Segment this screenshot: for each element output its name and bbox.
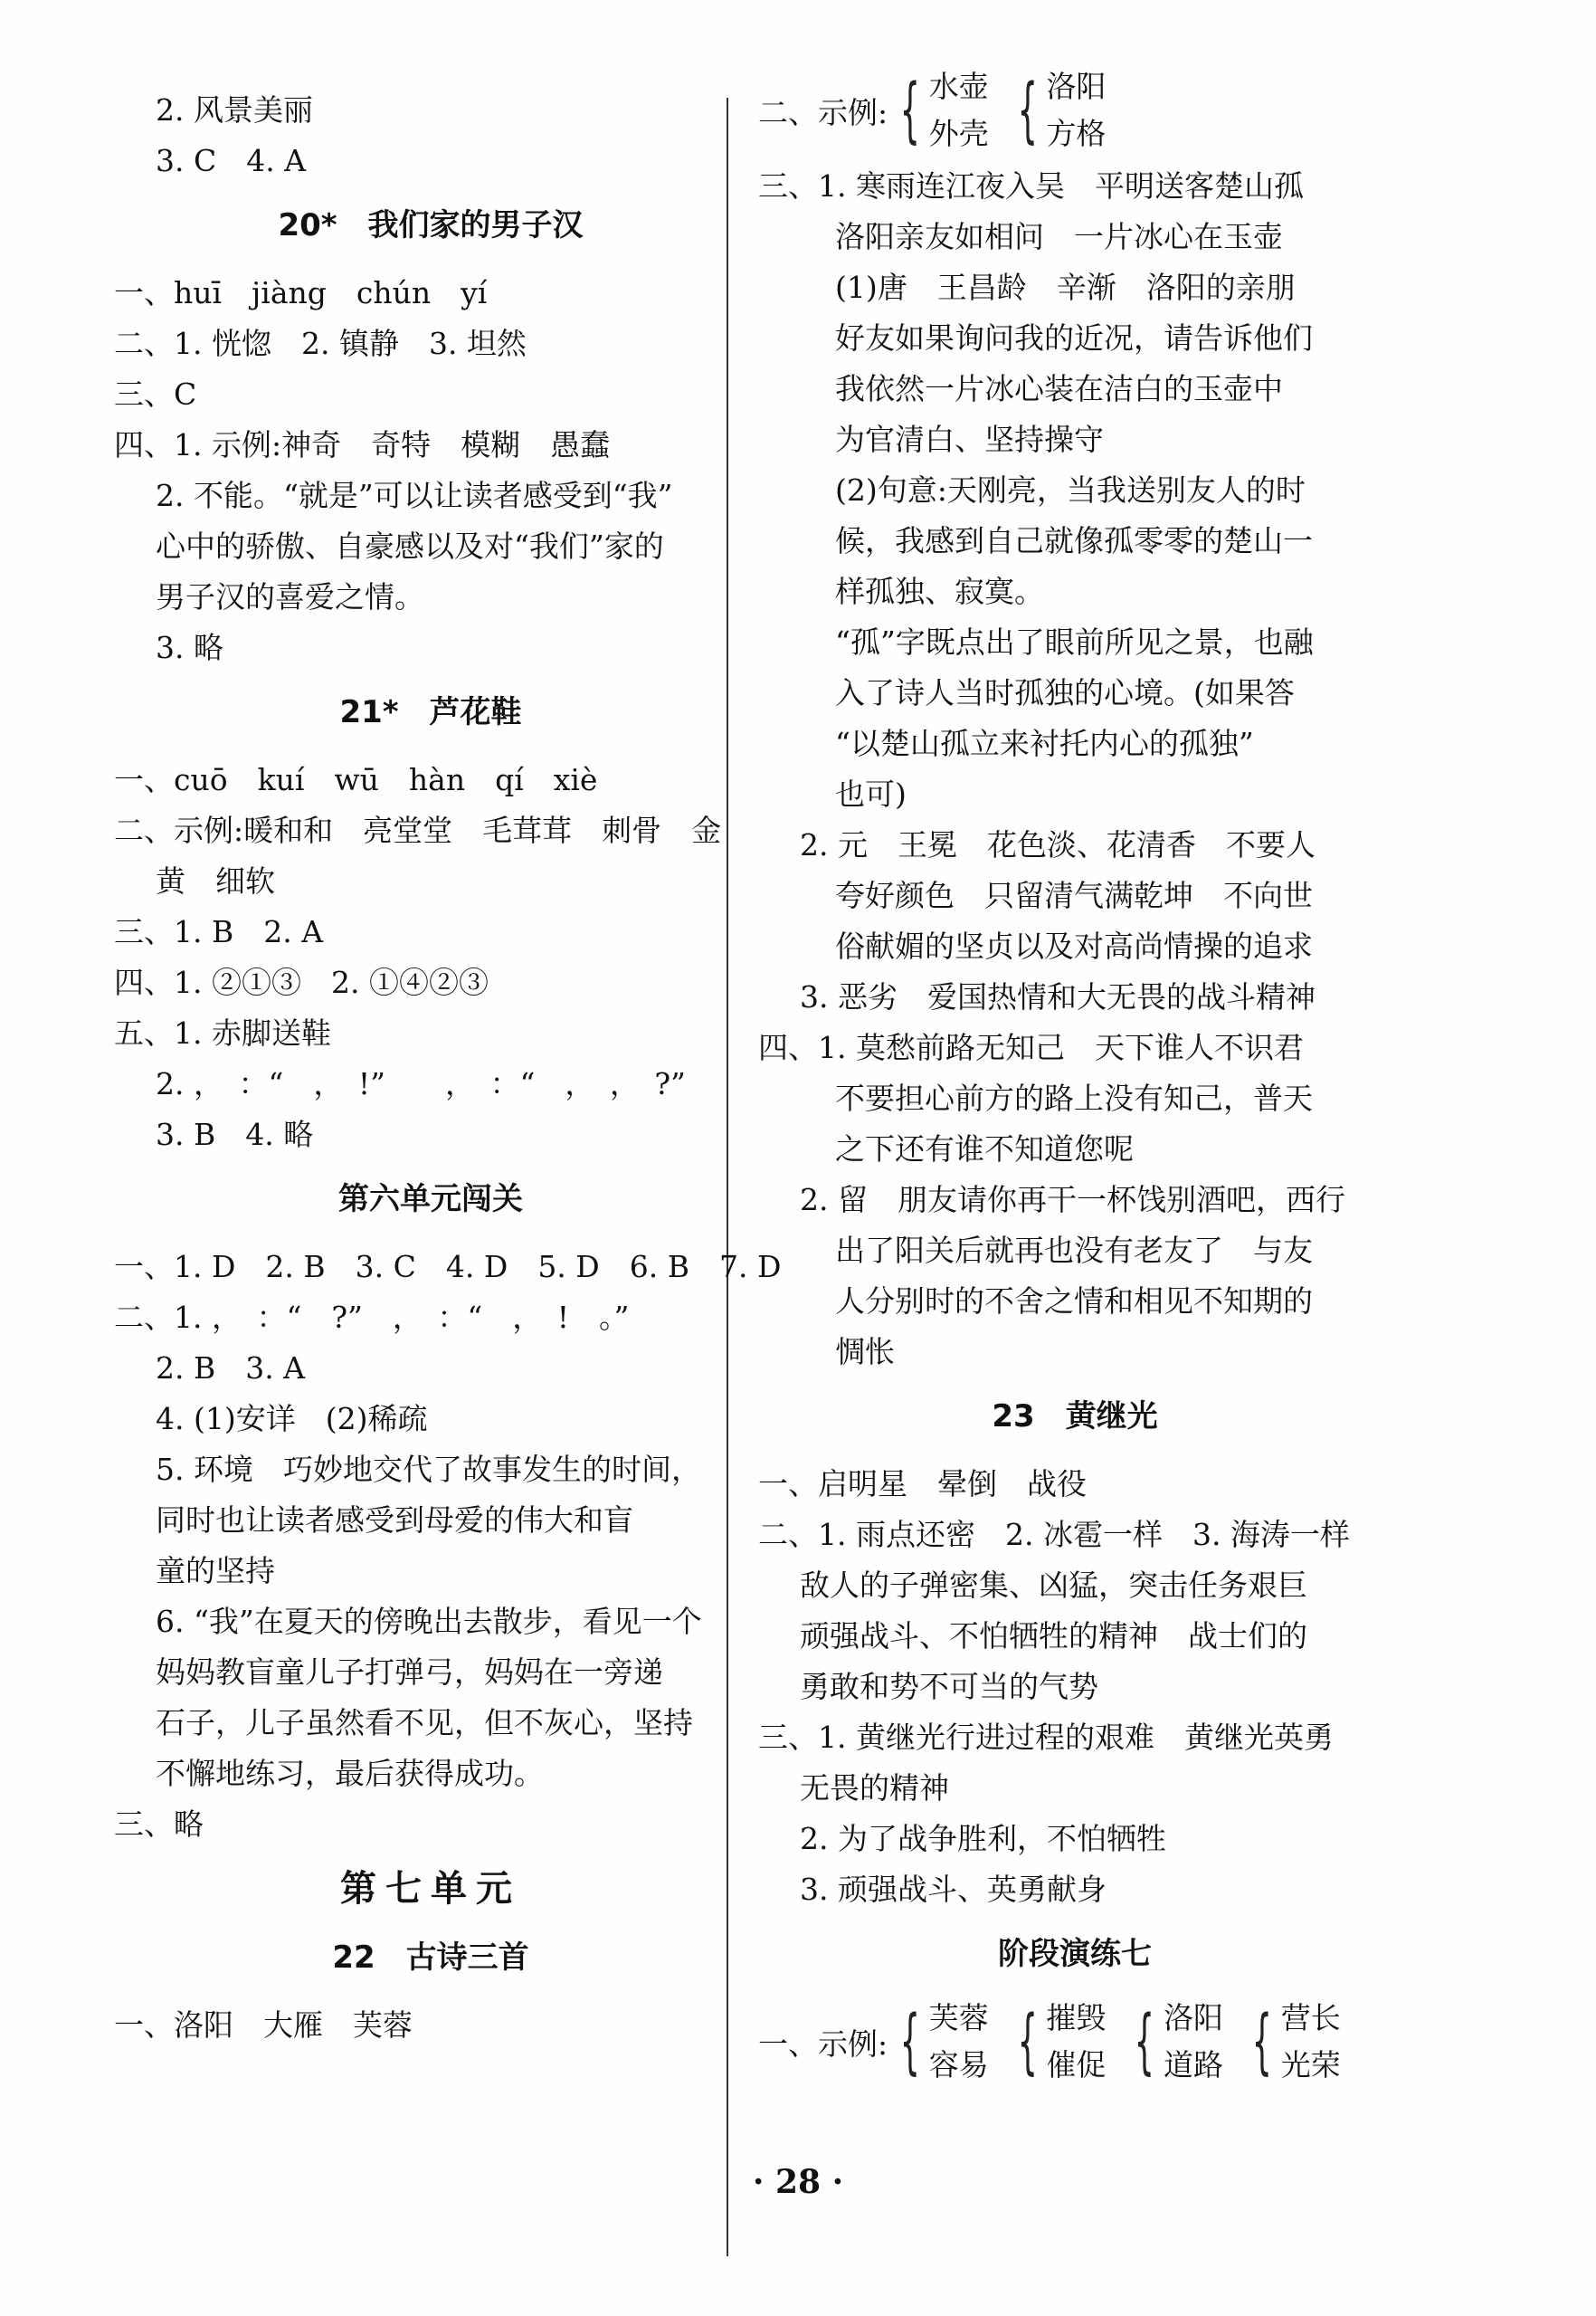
answer-line: 三、1. B 2. A — [114, 914, 324, 949]
answer-line: 一、cuō kuí wū hàn qí xiè — [114, 762, 598, 797]
answer-line: 一、洛阳 大雁 芙蓉 — [114, 2007, 413, 2043]
answer-line: 3. 顽强战斗、英勇献身 — [800, 1872, 1107, 1907]
answer-line: 三、C — [114, 376, 197, 412]
answer-line: 2. 风景美丽 — [156, 92, 313, 128]
brace-item: 光荣 — [1280, 2047, 1341, 2082]
answer-line: 男子汉的喜爱之情。 — [156, 579, 424, 615]
brace-item: 容易 — [928, 2047, 989, 2082]
section-title-20: 20* 我们家的男子汉 — [278, 207, 584, 243]
brace-item: 洛阳 — [1046, 69, 1107, 104]
brace-item: 方格 — [1046, 116, 1107, 151]
answer-line: 敌人的子弹密集、凶猛，突击任务艰巨 — [800, 1568, 1307, 1603]
answer-line: 人分别时的不舍之情和相见不知期的 — [835, 1283, 1313, 1319]
answer-line: 候，我感到自己就像孤零零的楚山一 — [835, 523, 1313, 558]
answer-line: 5. 环境 巧妙地交代了故事发生的时间， — [156, 1452, 701, 1487]
answer-line: 一、1. D 2. B 3. C 4. D 5. D 6. B 7. D — [114, 1249, 782, 1284]
answer-line: 为官清白、坚持操守 — [835, 422, 1104, 457]
answer-line: 童的坚持 — [156, 1553, 275, 1588]
answer-line: 二、1. ， ：“ ?” ， ：“ ， ! 。” — [114, 1300, 630, 1335]
answer-line: 不要担心前方的路上没有知己，普天 — [835, 1081, 1313, 1116]
answer-line: 惆怅 — [835, 1334, 895, 1369]
answer-line: 四、1. 示例:神奇 奇特 模糊 愚蠢 — [114, 427, 611, 462]
section-title-unit6: 第六单元闯关 — [338, 1181, 523, 1217]
answer-line: 3. 略 — [156, 630, 223, 665]
brace-icon: { — [1135, 2001, 1155, 2082]
example-brace-row — [758, 60, 1392, 161]
answer-line: 2. 留 朋友请你再干一杯饯别酒吧，西行 — [800, 1182, 1345, 1217]
answer-line: (1)唐 王昌龄 辛渐 洛阳的亲朋 — [835, 270, 1296, 305]
answer-line: 四、1. ②①③ 2. ①④②③ — [114, 965, 489, 1000]
answer-line: 一、huī jiàng chún yí — [114, 275, 488, 310]
brace-item: 摧毁 — [1046, 2000, 1107, 2035]
example-brace-row — [758, 1997, 1392, 2087]
brace-item: 外壳 — [928, 116, 989, 151]
brace-group — [1005, 1995, 1107, 2089]
brace-item: 洛阳 — [1164, 2000, 1224, 2035]
brace-group — [888, 63, 989, 157]
example-prefix: 一、示例: — [758, 2025, 888, 2062]
answer-line: 3. B 4. 略 — [156, 1117, 314, 1152]
example-prefix: 二、示例: — [758, 94, 888, 130]
answer-line: 顽强战斗、不怕牺牲的精神 战士们的 — [800, 1618, 1307, 1654]
answer-line: 勇敢和势不可当的气势 — [800, 1669, 1098, 1704]
answer-line: 洛阳亲友如相问 一片冰心在玉壶 — [835, 219, 1283, 254]
answer-line: 入了诗人当时孤独的心境。(如果答 — [835, 675, 1295, 710]
brace-icon: { — [1017, 70, 1038, 151]
brace-icon: { — [1017, 2001, 1038, 2082]
answer-line: 石子，儿子虽然看不见，但不灰心，坚持 — [156, 1705, 693, 1740]
answer-line: 三、1. 黄继光行进过程的艰难 黄继光英勇 — [758, 1720, 1334, 1755]
answer-line: “孤”字既点出了眼前所见之景，也融 — [835, 624, 1314, 660]
answer-line: 俗献媚的坚贞以及对高尚情操的追求 — [835, 929, 1313, 964]
brace-item: 催促 — [1046, 2047, 1107, 2082]
answer-line: 2. ， ：“ ， !” ， ：“ ， ， ?” — [156, 1066, 686, 1101]
answer-line: 四、1. 莫愁前路无知己 天下谁人不识君 — [758, 1030, 1304, 1065]
answer-line: 同时也让读者感受到母爱的伟大和盲 — [156, 1502, 633, 1538]
answer-line: 2. 为了战争胜利，不怕牺牲 — [800, 1821, 1166, 1856]
answer-line: 五、1. 赤脚送鞋 — [114, 1015, 331, 1051]
brace-group — [888, 1995, 989, 2089]
brace-group — [1005, 63, 1107, 157]
answer-line: 也可) — [835, 777, 907, 812]
answer-line: 4. (1)安详 (2)稀疏 — [156, 1401, 428, 1436]
answer-line: 心中的骄傲、自豪感以及对“我们”家的 — [156, 529, 664, 564]
page-number: · 28 · — [752, 2163, 844, 2201]
unit-title-7: 第七单元 — [340, 1867, 521, 1910]
answer-line: 2. 元 王冕 花色淡、花清香 不要人 — [800, 827, 1316, 863]
left-column — [114, 85, 782, 2051]
answer-line: 夸好颜色 只留清气满乾坤 不向世 — [835, 878, 1313, 913]
answer-line: 二、示例:暖和和 亮堂堂 毛茸茸 刺骨 金 — [114, 813, 722, 848]
brace-icon: { — [899, 70, 921, 151]
answer-line: 不懈地练习，最后获得成功。 — [156, 1756, 544, 1791]
answer-line: “以楚山孤立来衬托内心的孤独” — [835, 726, 1254, 761]
answer-line: 三、1. 寒雨连江夜入吴 平明送客楚山孤 — [758, 168, 1304, 204]
brace-group — [1240, 1995, 1341, 2089]
answer-line: 我依然一片冰心装在洁白的玉壶中 — [835, 371, 1283, 406]
answer-line: 2. 不能。“就是”可以让读者感受到“我” — [156, 478, 673, 513]
brace-item: 芙蓉 — [928, 2000, 989, 2035]
answer-line: 2. B 3. A — [156, 1350, 306, 1386]
brace-group — [1122, 1995, 1223, 2089]
answer-line: 好友如果询问我的近况，请告诉他们 — [835, 320, 1313, 356]
answer-line: 二、1. 雨点还密 2. 冰雹一样 3. 海涛一样 — [758, 1517, 1350, 1552]
answer-line: 黄 细软 — [156, 863, 275, 899]
answer-line: 妈妈教盲童儿子打弹弓，妈妈在一旁递 — [156, 1654, 663, 1690]
answer-line: 一、启明星 晕倒 战役 — [758, 1466, 1087, 1501]
answer-line: 6. “我”在夏天的傍晚出去散步，看见一个 — [156, 1604, 702, 1639]
brace-icon: { — [899, 2001, 921, 2082]
brace-item: 营长 — [1280, 2000, 1341, 2035]
answer-line: 样孤独、寂寞。 — [835, 574, 1044, 609]
answer-line: 无畏的精神 — [800, 1770, 949, 1806]
brace-icon: { — [1251, 2001, 1273, 2082]
brace-item: 道路 — [1164, 2047, 1224, 2082]
answer-line: 二、1. 恍惚 2. 镇静 3. 坦然 — [114, 326, 527, 361]
answer-line: 三、略 — [114, 1806, 204, 1842]
section-title-stage7: 阶段演练七 — [998, 1936, 1152, 1972]
brace-item: 水壶 — [928, 69, 989, 104]
answer-line: (2)句意:天刚亮，当我送别友人的时 — [835, 472, 1306, 508]
answer-line: 之下还有谁不知道您呢 — [835, 1131, 1134, 1167]
section-title-23: 23 黄继光 — [992, 1398, 1158, 1434]
section-title-22: 22 古诗三首 — [332, 1940, 529, 1976]
answer-line: 3. C 4. A — [156, 143, 307, 178]
section-title-21: 21* 芦花鞋 — [339, 694, 522, 730]
right-column — [758, 69, 1392, 2087]
answer-line: 出了阳关后就再也没有老友了 与友 — [835, 1233, 1313, 1268]
answer-line: 3. 恶劣 爱国热情和大无畏的战斗精神 — [800, 979, 1316, 1015]
